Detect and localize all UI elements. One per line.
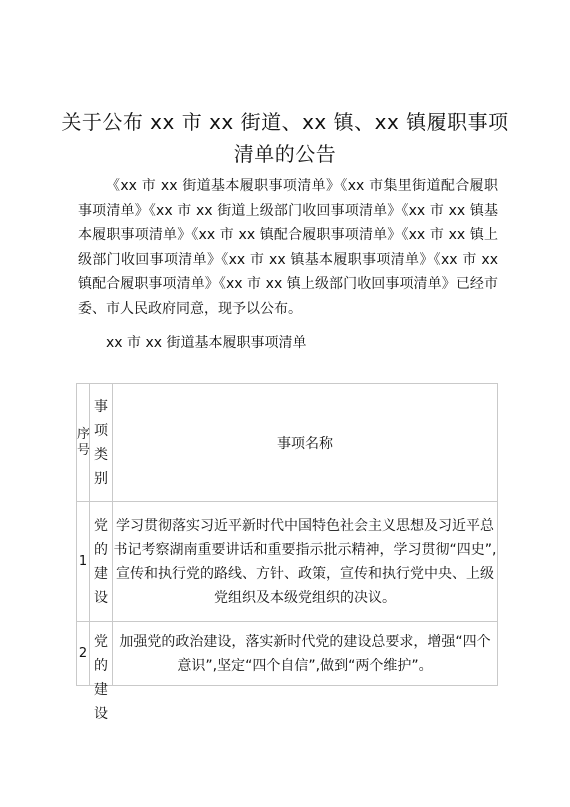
row-name-cell [113, 622, 498, 686]
row-type-cell [90, 502, 113, 622]
duty-items-table [76, 383, 498, 722]
header-no-cell [77, 384, 90, 502]
header-no: 序号 [77, 426, 91, 458]
row-no-cell [77, 622, 90, 686]
row-name: 学习贯彻落实习近平新时代中国特色社会主义思想及习近平总书记考察湖南重要讲话和重要指示批示精神，学习贯彻“四史”,宣传和执行党的路线、方针、政策，宣传和执行党中央、上级党组织及本级党组织的决议。 [113, 517, 497, 606]
row-name: 加强党的政治建设，落实新时代党的建设总要求，增强“四个意识”,坚定“四个自信”,做到“两个维护”。 [119, 633, 491, 674]
header-name: 事项名称 [277, 435, 333, 452]
row-no: 1 [78, 554, 88, 569]
notice-title: 关于公布 xx 市 xx 街道、xx 镇、xx 镇履职事项清单的公告 [61, 110, 509, 166]
row-no-cell [77, 502, 90, 622]
header-name-cell [113, 384, 498, 502]
table-row [77, 622, 498, 686]
header-type: 事项类别 [94, 398, 108, 487]
table-row [77, 502, 498, 622]
header-type-cell [90, 384, 113, 502]
list-subheading: xx 市 xx 街道基本履职事项清单 [106, 335, 307, 351]
row-type: 党的建设 [94, 633, 108, 722]
row-no: 2 [78, 646, 88, 661]
row-name-cell [113, 502, 498, 622]
notice-body: 《xx 市 xx 街道基本履职事项清单》《xx 市集里街道配合履职事项清单》《xx 市 xx 街道上级部门收回事项清单》《xx 市 xx 镇基本履职事项清单》《xx 市 xx 镇配合履职事项清单》《xx 市 xx 镇上级部门收回事项清单》《xx 市 xx 镇基本履职事项清单》《xx 市 xx 镇配合履职事项清单》《xx 市 xx 镇上级部门收回事项清单》已经市委、市人民政府同意，现予以公布。 [78, 178, 498, 317]
table-header-row [77, 384, 498, 502]
row-type-cell [90, 622, 113, 722]
row-type: 党的建设 [94, 517, 108, 606]
